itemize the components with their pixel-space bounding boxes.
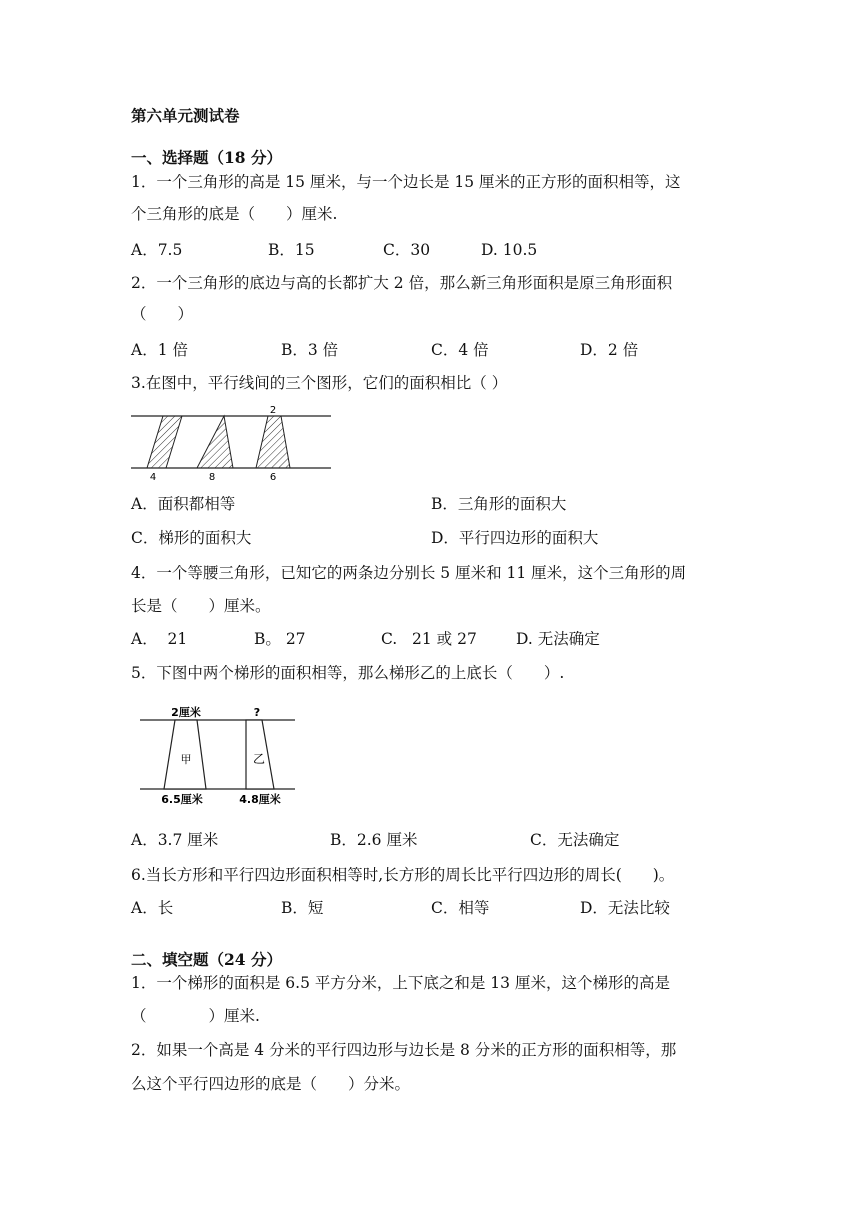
option-a: A．1 倍 (131, 341, 188, 359)
figure-label: 4 (149, 472, 157, 483)
trapezoid-figure (140, 702, 300, 808)
parallel-lines-figure (131, 403, 333, 483)
question-text: （ ）厘米. (131, 1007, 260, 1025)
question-text: （ ） (131, 305, 194, 323)
question-text: 3.在图中，平行线间的三个图形，它们的面积相比（ ） (131, 374, 508, 392)
figure-label: ? (253, 706, 261, 719)
option-b: B．2.6 厘米 (330, 831, 418, 849)
section-heading: 二、填空题（24 分） (131, 950, 282, 969)
figure-label: 6 (269, 472, 277, 483)
option-a: A． 21 (131, 630, 188, 648)
option-d: D. 无法确定 (516, 630, 600, 648)
option-b: B。 27 (254, 630, 306, 648)
question-text: 6.当长方形和平行四边形面积相等时,长方形的周长比平行四边形的周长( )。 (131, 866, 675, 884)
option-c: C．相等 (431, 899, 490, 917)
question-text: 2．如果一个高是 4 分米的平行四边形与边长是 8 分米的正方形的面积相等，那 (131, 1041, 677, 1059)
option-b: B．三角形的面积大 (431, 495, 567, 513)
option-a: A．3.7 厘米 (131, 831, 219, 849)
option-d: D．平行四边形的面积大 (431, 529, 599, 547)
question-text: 1．一个梯形的面积是 6.5 平方分米，上下底之和是 13 厘米，这个梯形的高是 (131, 974, 670, 992)
option-b: B．短 (281, 899, 324, 917)
option-d: D．2 倍 (580, 341, 639, 359)
trapezoid-shape (256, 416, 290, 468)
option-c: C．30 (383, 241, 431, 259)
question-text: 长是（ ）厘米。 (131, 597, 271, 615)
parallelogram-shape (147, 416, 182, 468)
option-c: C．无法确定 (530, 831, 620, 849)
triangle-shape (197, 416, 233, 468)
figure-label: 2 (269, 405, 277, 416)
option-d: D．无法比较 (580, 899, 670, 917)
option-b: B．3 倍 (281, 341, 339, 359)
section-heading: 一、选择题（18 分） (131, 148, 282, 167)
option-d: D. 10.5 (481, 241, 538, 259)
question-text: 2．一个三角形的底边与高的长都扩大 2 倍，那么新三角形面积是原三角形面积 (131, 274, 673, 292)
option-a: A．7.5 (131, 241, 183, 259)
question-text: 5．下图中两个梯形的面积相等，那么梯形乙的上底长（ ）. (131, 664, 565, 682)
figure-label: 4.8厘米 (239, 793, 281, 806)
figure-label: 乙 (252, 752, 266, 766)
option-c: C. 21 或 27 (381, 630, 477, 648)
question-text: 个三角形的底是（ ）厘米. (131, 205, 338, 223)
option-c: C．梯形的面积大 (131, 529, 252, 547)
figure-label: 甲 (180, 753, 192, 766)
figure-label: 6.5厘米 (161, 793, 203, 806)
option-c: C．4 倍 (431, 341, 489, 359)
option-b: B．15 (268, 241, 315, 259)
figure-label: 8 (208, 472, 216, 483)
question-text: 4．一个等腰三角形，已知它的两条边分别长 5 厘米和 11 厘米，这个三角形的周 (131, 564, 687, 582)
question-text: 么这个平行四边形的底是（ ）分米。 (131, 1075, 411, 1093)
option-a: A．面积都相等 (131, 495, 236, 513)
question-text: 1．一个三角形的高是 15 厘米，与一个边长是 15 厘米的正方形的面积相等，这 (131, 173, 681, 191)
page-title: 第六单元测试卷 (131, 106, 240, 125)
option-a: A．长 (131, 899, 174, 917)
figure-label: 2厘米 (171, 706, 201, 719)
